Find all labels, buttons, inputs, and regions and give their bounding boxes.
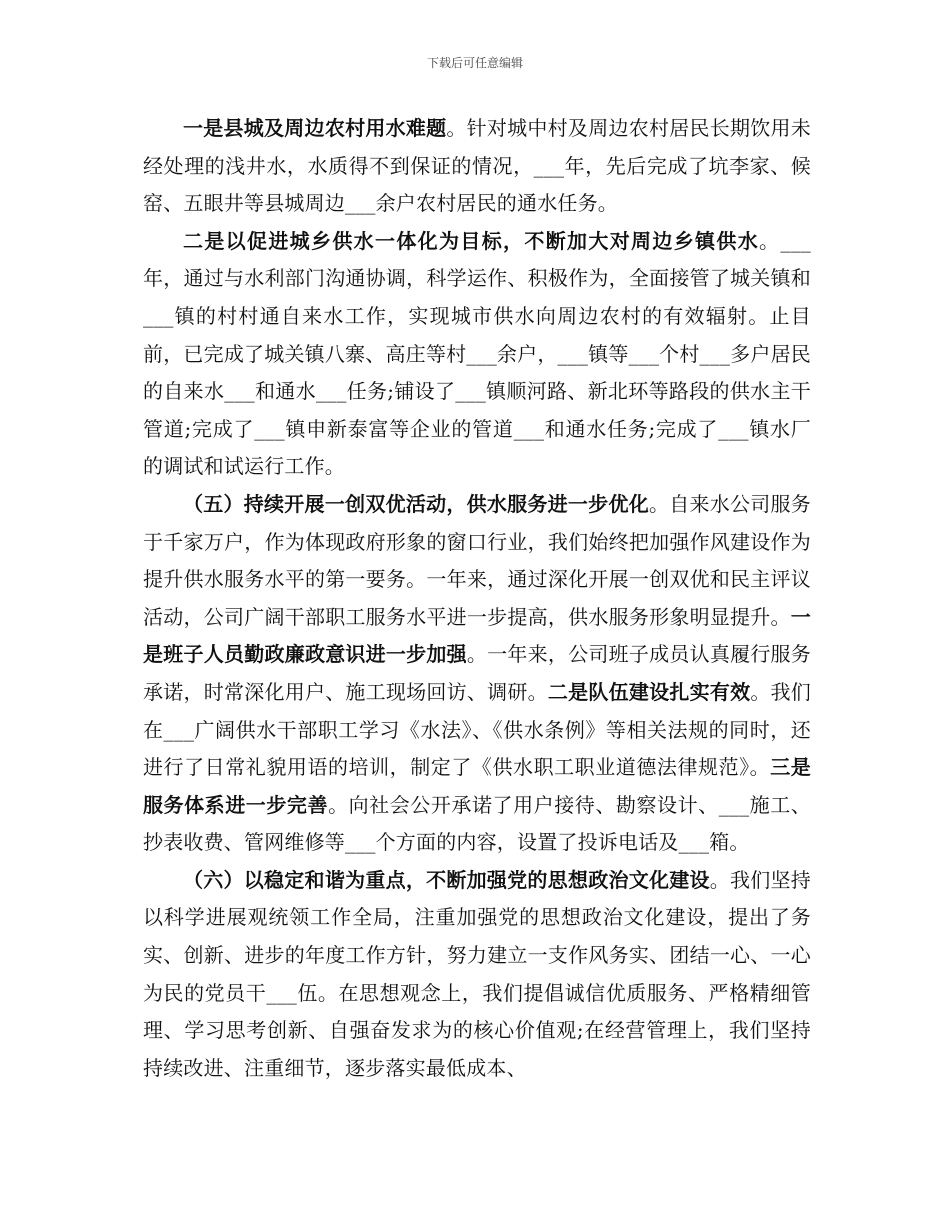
- paragraph-subheading: 一是班子人员勤政廉政意识进一步加强: [143, 604, 811, 667]
- paragraph-subheading: 三是服务体系进一步完善: [143, 755, 811, 817]
- paragraph-2: [143, 223, 811, 486]
- page-header: 下载后可任意编辑: [426, 56, 523, 70]
- document-body: [143, 110, 811, 1087]
- paragraph-1: [143, 110, 811, 223]
- paragraph-heading: 一是县城及周边农村用水难题: [183, 116, 447, 140]
- paragraph-heading: （六）以稳定和谐为重点，不断加强党的思想政治文化建设: [183, 867, 710, 892]
- paragraph-4: [143, 862, 811, 1088]
- paragraph-text: 。向社会公开承诺了用户接待、勘察设计、___施工、抄表收费、管网维修等___个方面的内容，设置了投诉电话及___箱。: [143, 792, 812, 855]
- paragraph-text: 。针对城中村及周边农村居民长期饮用未经处理的浅井水，水质得不到保证的情况，___年，先后完成了坑李家、候窑、五眼井等县城周边___余户农村居民的通水任务。: [143, 116, 811, 216]
- paragraph-text: 。___年，通过与水利部门沟通协调，科学运作、积极作为，全面接管了城关镇和___镇的村村通自来水工作，实现城市供水向周边农村的有效辐射。止目前，已完成了城关镇八寨、高庄等村___余户，___镇等___个村___多户居民的自来水___和通水___任务;铺设了___镇顺河路、新北环等路段的供水主干管道;完成了___镇申新泰富等企业的管道___和通水任务;完成了___镇水厂的调试和试运行工作。: [143, 228, 811, 479]
- paragraph-3: [143, 486, 811, 862]
- paragraph-text: 。一年来，公司班子成员认真履行服务承诺，时常深化用户、施工现场回访、调研。: [143, 642, 812, 704]
- paragraph-text: 。我们坚持以科学进展观统领工作全局，注重加强党的思想政治文化建设，提出了务实、创新、进步的年度工作方针，努力建立一支作风务实、团结一心、一心为民的党员干___伍。在思想观念上，我们提倡诚信优质服务、严格精细管理、学习思考创新、自强奋发求为的核心价值观;在经营管理上，我们坚持持续改进、注重细节，逐步落实最低成本、: [143, 867, 812, 1080]
- paragraph-text: 。我们在___广阔供水干部职工学习《水法》、《供水条例》等相关法规的同时，还进行了日常礼貌用语的培训，制定了《供水职工职业道德法律规范》。: [143, 679, 811, 780]
- paragraph-text: 。自来水公司服务于千家万户，作为体现政府形象的窗口行业，我们始终把加强作风建设作为提升供水服务水平的第一要务。一年来，通过深化开展一创双优和民主评议活动，公司广阔干部职工服务水平进一步提高，供水服务形象明显提升。: [143, 491, 811, 629]
- paragraph-heading: 二是以促进城乡供水一体化为目标，不断加大对周边乡镇供水: [183, 228, 760, 253]
- paragraph-heading: （五）持续开展一创双优活动，供水服务进一步优化: [183, 491, 649, 516]
- paragraph-subheading: 二是队伍建设扎实有效: [547, 679, 751, 704]
